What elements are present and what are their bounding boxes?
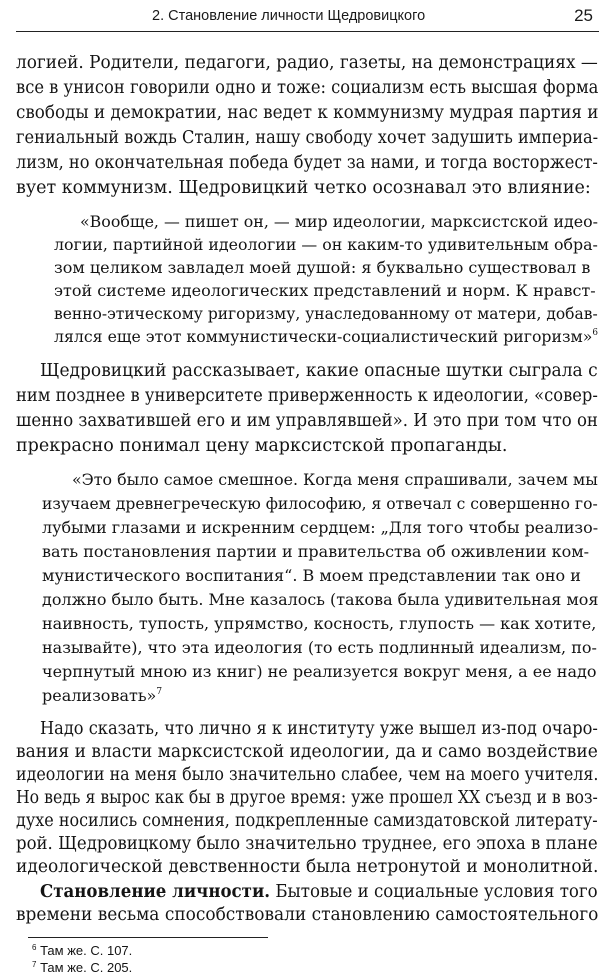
footnote-ref: 7 — [156, 687, 163, 697]
text-run: Бытовые и социальные условия того — [270, 882, 598, 902]
text-line: ним позднее в университете приверженность к идеологии, «совер- — [16, 386, 598, 406]
quote-line: лубыми глазами и искренним сердцем: „Для того чтобы реализо- — [42, 518, 599, 537]
text-line: Надо сказать, что лично я к институту уже вышел из-под очаро- — [40, 719, 598, 739]
footnote-number: 6 — [32, 943, 37, 952]
running-head — [0, 0, 615, 38]
text-line: гениальный вождь Сталин, нашу свободу хочет задушить империа- — [16, 128, 599, 148]
footnote-text: Там же. С. 205. — [40, 960, 133, 975]
quote-line: черпнутый мною из книг) не реализуется вокруг меня, а ее надо — [42, 662, 597, 681]
page-number: 25 — [574, 6, 593, 25]
header-rule — [16, 31, 599, 32]
quote-line: этой системе идеологических представлений и норм. К нравст- — [54, 281, 596, 300]
text-line: шенно захватившей его и им управлявшей». И это при том что он — [16, 411, 598, 431]
text-line: рой. Щедровицкому было значительно труднее, его эпоха в плане — [16, 834, 598, 854]
quote-line: венно-этическому ригоризму, унаследованному от матери, добав- — [54, 304, 598, 323]
quote-line-text: лялся еще этот коммунистически-социалистический ригоризм» — [54, 327, 593, 346]
text-line: все в унисон говорили одно и тоже: социализм есть высшая форма — [16, 78, 599, 98]
quote-line: наивность, тупость, упрямство, косность, глупость — как хотите, — [42, 614, 597, 633]
text-line: прекрасно понимал цену марксистской пропаганды. — [16, 436, 508, 456]
quote-line: называйте), что эта идеология (то есть подлинный идеализм, по- — [42, 638, 597, 657]
quote-line: мунистического воспитания“. В моем представлении так оно и — [42, 566, 581, 585]
text-line: духе носились сомнения, подкрепленные самиздатовской литерату- — [16, 811, 598, 831]
quote-line: зом целиком завладел моей душой: я буквально существовал в — [54, 258, 591, 277]
quote-line: «Вообще, — пишет он, — мир идеологии, марксистской идео- — [80, 212, 598, 231]
section-run-in-heading: Становление личности. — [40, 882, 271, 902]
quote-line — [42, 685, 162, 707]
text-line — [40, 881, 598, 903]
text-line: идеологии на меня было значительно слабее, чем на моего учителя. — [16, 765, 599, 785]
quote-line — [54, 326, 598, 348]
text-line: Щедровицкий рассказывает, какие опасные шутки сыграла с — [40, 361, 598, 381]
footnote-text: Там же. С. 107. — [40, 943, 133, 958]
text-line: Но ведь я вырос как бы в другое время: уже прошел XX съезд и в воз- — [16, 788, 598, 808]
quote-line: логии, партийной идеологии — он каким-то удивительным обра- — [54, 235, 598, 254]
quote-line: вать постановления партии и правительства об оживлении ком- — [42, 542, 590, 561]
quote-line-text: реализовать» — [42, 686, 157, 705]
text-line: идеологической девственности была нетронутой и монолитной. — [16, 857, 599, 877]
quote-line: должно было быть. Мне казалось (такова была удивительная моя — [42, 590, 599, 609]
footnote-rule — [28, 937, 268, 938]
footnote-number: 7 — [32, 960, 37, 969]
running-title: 2. Становление личности Щедровицкого — [152, 8, 426, 24]
text-line: времени весьма способствовали становлению самостоятельного — [16, 905, 599, 925]
quote-line: «Это было самое смешное. Когда меня спрашивали, зачем мы — [72, 470, 598, 489]
footnote-ref: 6 — [592, 328, 598, 338]
text-line: вует коммунизм. Щедровицкий четко осознавал это влияние: — [16, 178, 591, 198]
quote-line: изучаем древнегреческую философию, я отвечал с совершенно го- — [42, 494, 598, 513]
text-line: логией. Родители, педагоги, радио, газеты, на демонстрациях — — [16, 53, 598, 73]
text-line: лизм, но окончательная победа будет за нами, и тогда восторжест- — [16, 153, 598, 173]
text-line: вания и власти марксистской идеологии, да и само воздействие — [16, 742, 598, 762]
footnote-6 — [32, 943, 132, 958]
text-line: свободы и демократии, нас ведет к коммунизму мудрая партия и — [16, 103, 599, 123]
footnote-7 — [32, 960, 132, 975]
